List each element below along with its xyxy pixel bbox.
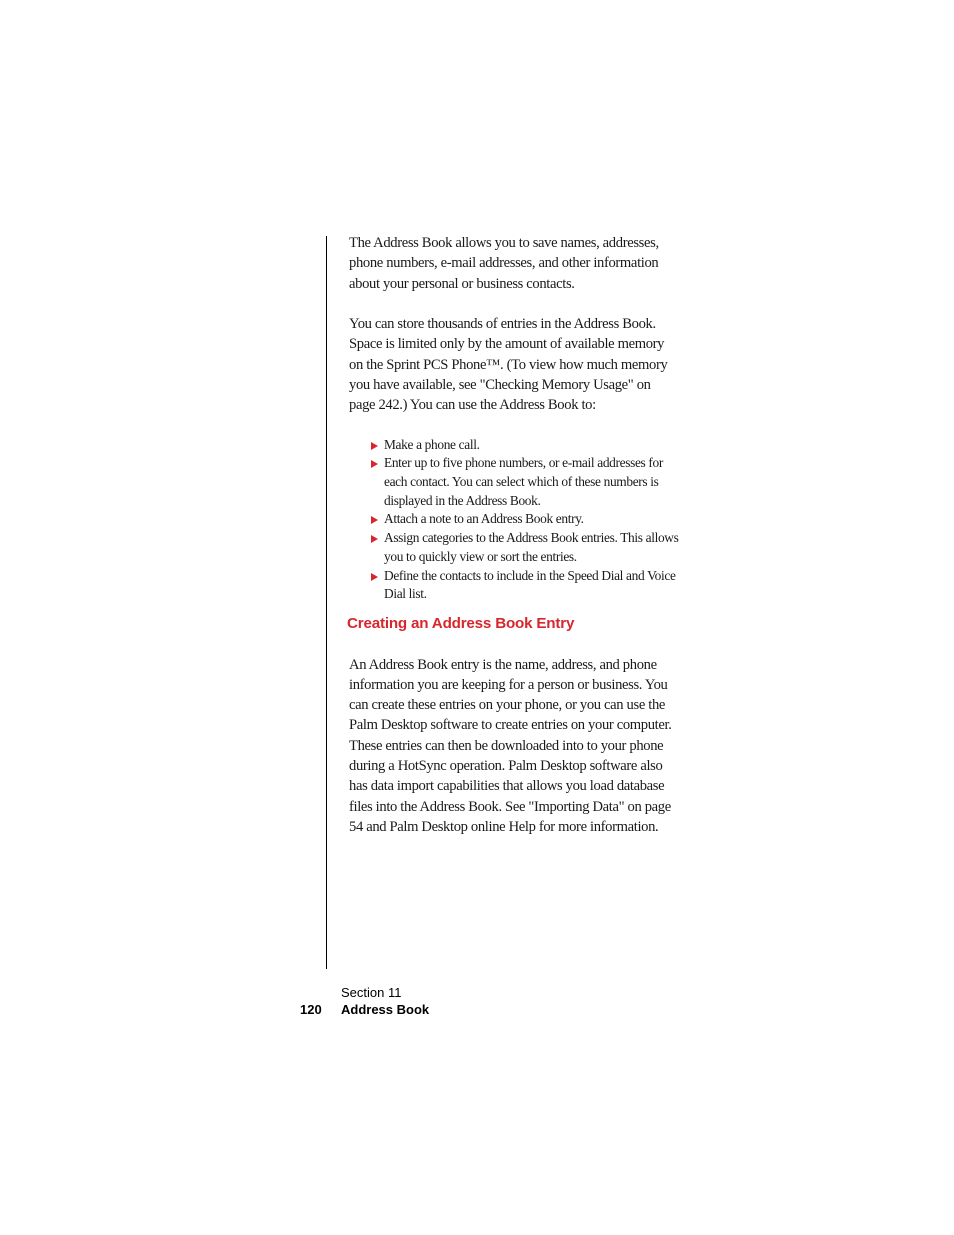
triangle-right-icon xyxy=(371,516,378,524)
triangle-right-icon xyxy=(371,573,378,581)
list-item-text: Make a phone call. xyxy=(384,436,480,452)
section-paragraph: An Address Book entry is the name, address, and phone information you are keeping for a person or business. You can create these entries on your phone, or you can use the Palm Desktop software to create entries on your computer. These entries can then be downloaded into to your phone during a HotSync operation. Palm Desktop software also has data import capabilities that allows you load database files into the Address Book. See "Importing Data" on page 54 and Palm Desktop online Help for more information. xyxy=(349,656,672,835)
triangle-right-icon xyxy=(371,442,378,450)
triangle-right-icon xyxy=(371,535,378,543)
footer-chapter-title: Address Book xyxy=(341,1002,430,1017)
intro-paragraph-2: You can store thousands of entries in the Address Book. Space is limited only by the amount of available memory on the Sprint PCS Phone™. (To view how much memory you have available, see "Checking Memory Usage" on page 242.) You can use the Address Book to: xyxy=(349,316,668,414)
list-item xyxy=(349,567,679,604)
list-item-text: Assign categories to the Address Book entries. This allows you to quickly view or sort the entries. xyxy=(384,530,679,564)
list-item xyxy=(349,454,679,510)
triangle-right-icon xyxy=(371,460,378,468)
list-item xyxy=(349,510,679,529)
list-item-text: Enter up to five phone numbers, or e-mail addresses for each contact. You can select which of these numbers is displayed in the Address Book. xyxy=(384,455,663,508)
footer-section-label: Section 11 xyxy=(341,985,402,1000)
list-item xyxy=(349,529,679,566)
section-heading: Creating an Address Book Entry xyxy=(347,615,575,632)
page-number: 120 xyxy=(300,1002,322,1017)
list-item-text: Attach a note to an Address Book entry. xyxy=(384,511,584,527)
page-content xyxy=(349,233,679,837)
list-item xyxy=(349,436,679,455)
feature-list xyxy=(349,436,679,604)
margin-rule xyxy=(326,236,327,969)
intro-paragraph-1: The Address Book allows you to save names, addresses, phone numbers, e-mail addresses, and other information about your personal or business contacts. xyxy=(349,235,659,292)
list-item-text: Define the contacts to include in the Speed Dial and Voice Dial list. xyxy=(384,567,676,602)
